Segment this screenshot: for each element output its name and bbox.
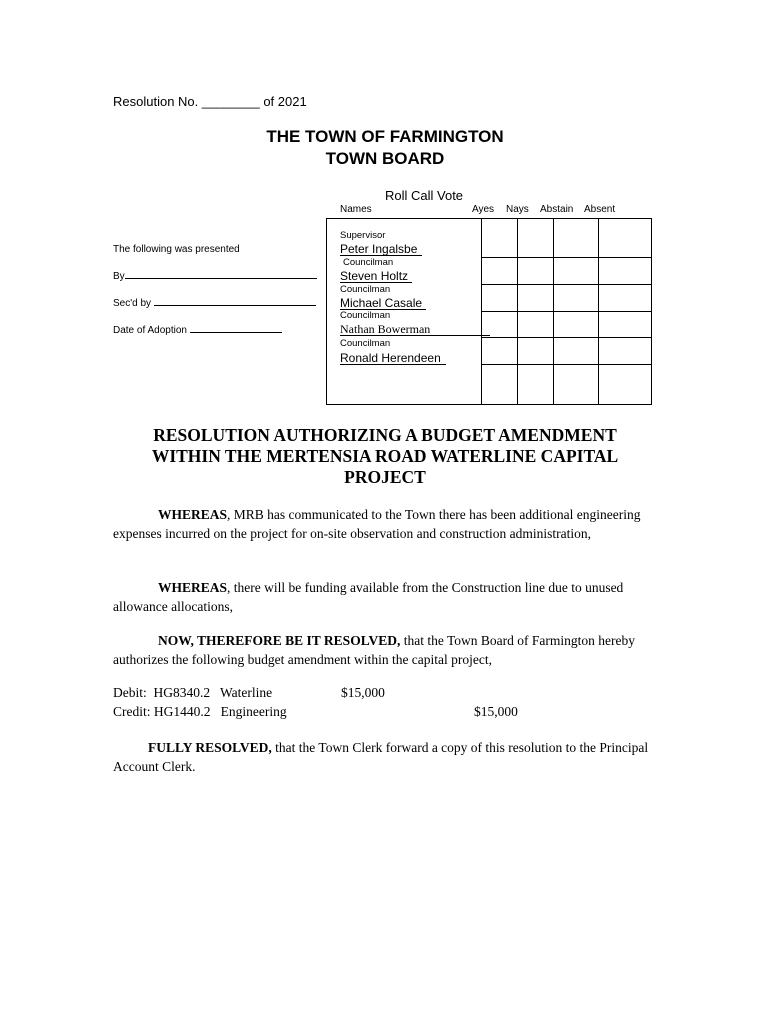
date-field[interactable] xyxy=(190,332,282,333)
credit-label: Credit: HG1440.2 Engineering xyxy=(113,704,287,719)
credit-amount: $15,000 xyxy=(474,704,518,719)
by-field[interactable] xyxy=(125,278,317,279)
fully-text: that the Town Clerk forward a copy of this resolution to the Principal Account Clerk. xyxy=(113,740,649,774)
member-role: Councilman xyxy=(340,310,391,321)
fully-resolved-paragraph xyxy=(113,738,658,776)
col-absent: Absent xyxy=(584,204,616,215)
heading-line: WITHIN THE MERTENSIA ROAD WATERLINE CAPITAL xyxy=(151,446,619,466)
whereas-text: , there will be funding available from the Construction line due to unused allowance allocations, xyxy=(113,580,624,614)
member-name: Michael Casale xyxy=(340,297,426,310)
resolution-number: Resolution No. ________ of 2021 xyxy=(113,94,307,109)
member-name: Peter Ingalsbe xyxy=(340,243,422,256)
resolved-text: that the Town Board of Farmington hereby authorizes the following budget amendment within the capital project, xyxy=(113,633,635,667)
date-label: Date of Adoption xyxy=(113,325,187,336)
member-name: Ronald Herendeen xyxy=(340,352,446,365)
whereas-keyword: WHEREAS xyxy=(158,507,228,522)
col-names: Names xyxy=(340,204,372,215)
member-role: Councilman xyxy=(340,338,391,349)
date-line xyxy=(113,325,282,336)
heading-line: RESOLUTION AUTHORIZING A BUDGET AMENDMENT xyxy=(153,425,617,445)
town-title: THE TOWN OF FARMINGTON xyxy=(266,127,504,146)
board-title: TOWN BOARD xyxy=(325,149,445,168)
col-nays: Nays xyxy=(506,204,529,215)
col-ayes: Ayes xyxy=(472,204,495,215)
heading-line: PROJECT xyxy=(344,467,426,487)
resolved-keyword: NOW, THEREFORE BE IT RESOLVED, xyxy=(158,633,401,648)
member-name: Steven Holtz xyxy=(340,270,412,283)
secd-field[interactable] xyxy=(154,305,316,306)
whereas-keyword: WHEREAS xyxy=(158,580,228,595)
col-abstain: Abstain xyxy=(540,204,574,215)
member-role: Councilman xyxy=(340,284,391,295)
whereas-paragraph-1 xyxy=(113,505,658,543)
resolution-heading xyxy=(0,425,770,488)
member-role: Councilman xyxy=(343,257,394,268)
debit-amount: $15,000 xyxy=(341,685,385,700)
member-name: Nathan Bowerman xyxy=(340,323,490,336)
debit-label: Debit: HG8340.2 Waterline xyxy=(113,685,273,700)
secd-label: Sec'd by xyxy=(113,298,152,309)
whereas-paragraph-2 xyxy=(113,578,658,616)
roll-call-title: Roll Call Vote xyxy=(385,188,464,203)
fully-keyword: FULLY RESOLVED, xyxy=(148,740,272,755)
whereas-text: , MRB has communicated to the Town there has been additional engineering expenses incurred on the project for on-site observation and construction administration, xyxy=(113,507,641,541)
by-label: By xyxy=(113,271,125,282)
by-line xyxy=(113,271,317,282)
resolved-paragraph xyxy=(113,631,658,669)
member-role: Supervisor xyxy=(340,230,386,241)
presented-label: The following was presented xyxy=(113,244,240,255)
secd-line xyxy=(113,298,316,309)
